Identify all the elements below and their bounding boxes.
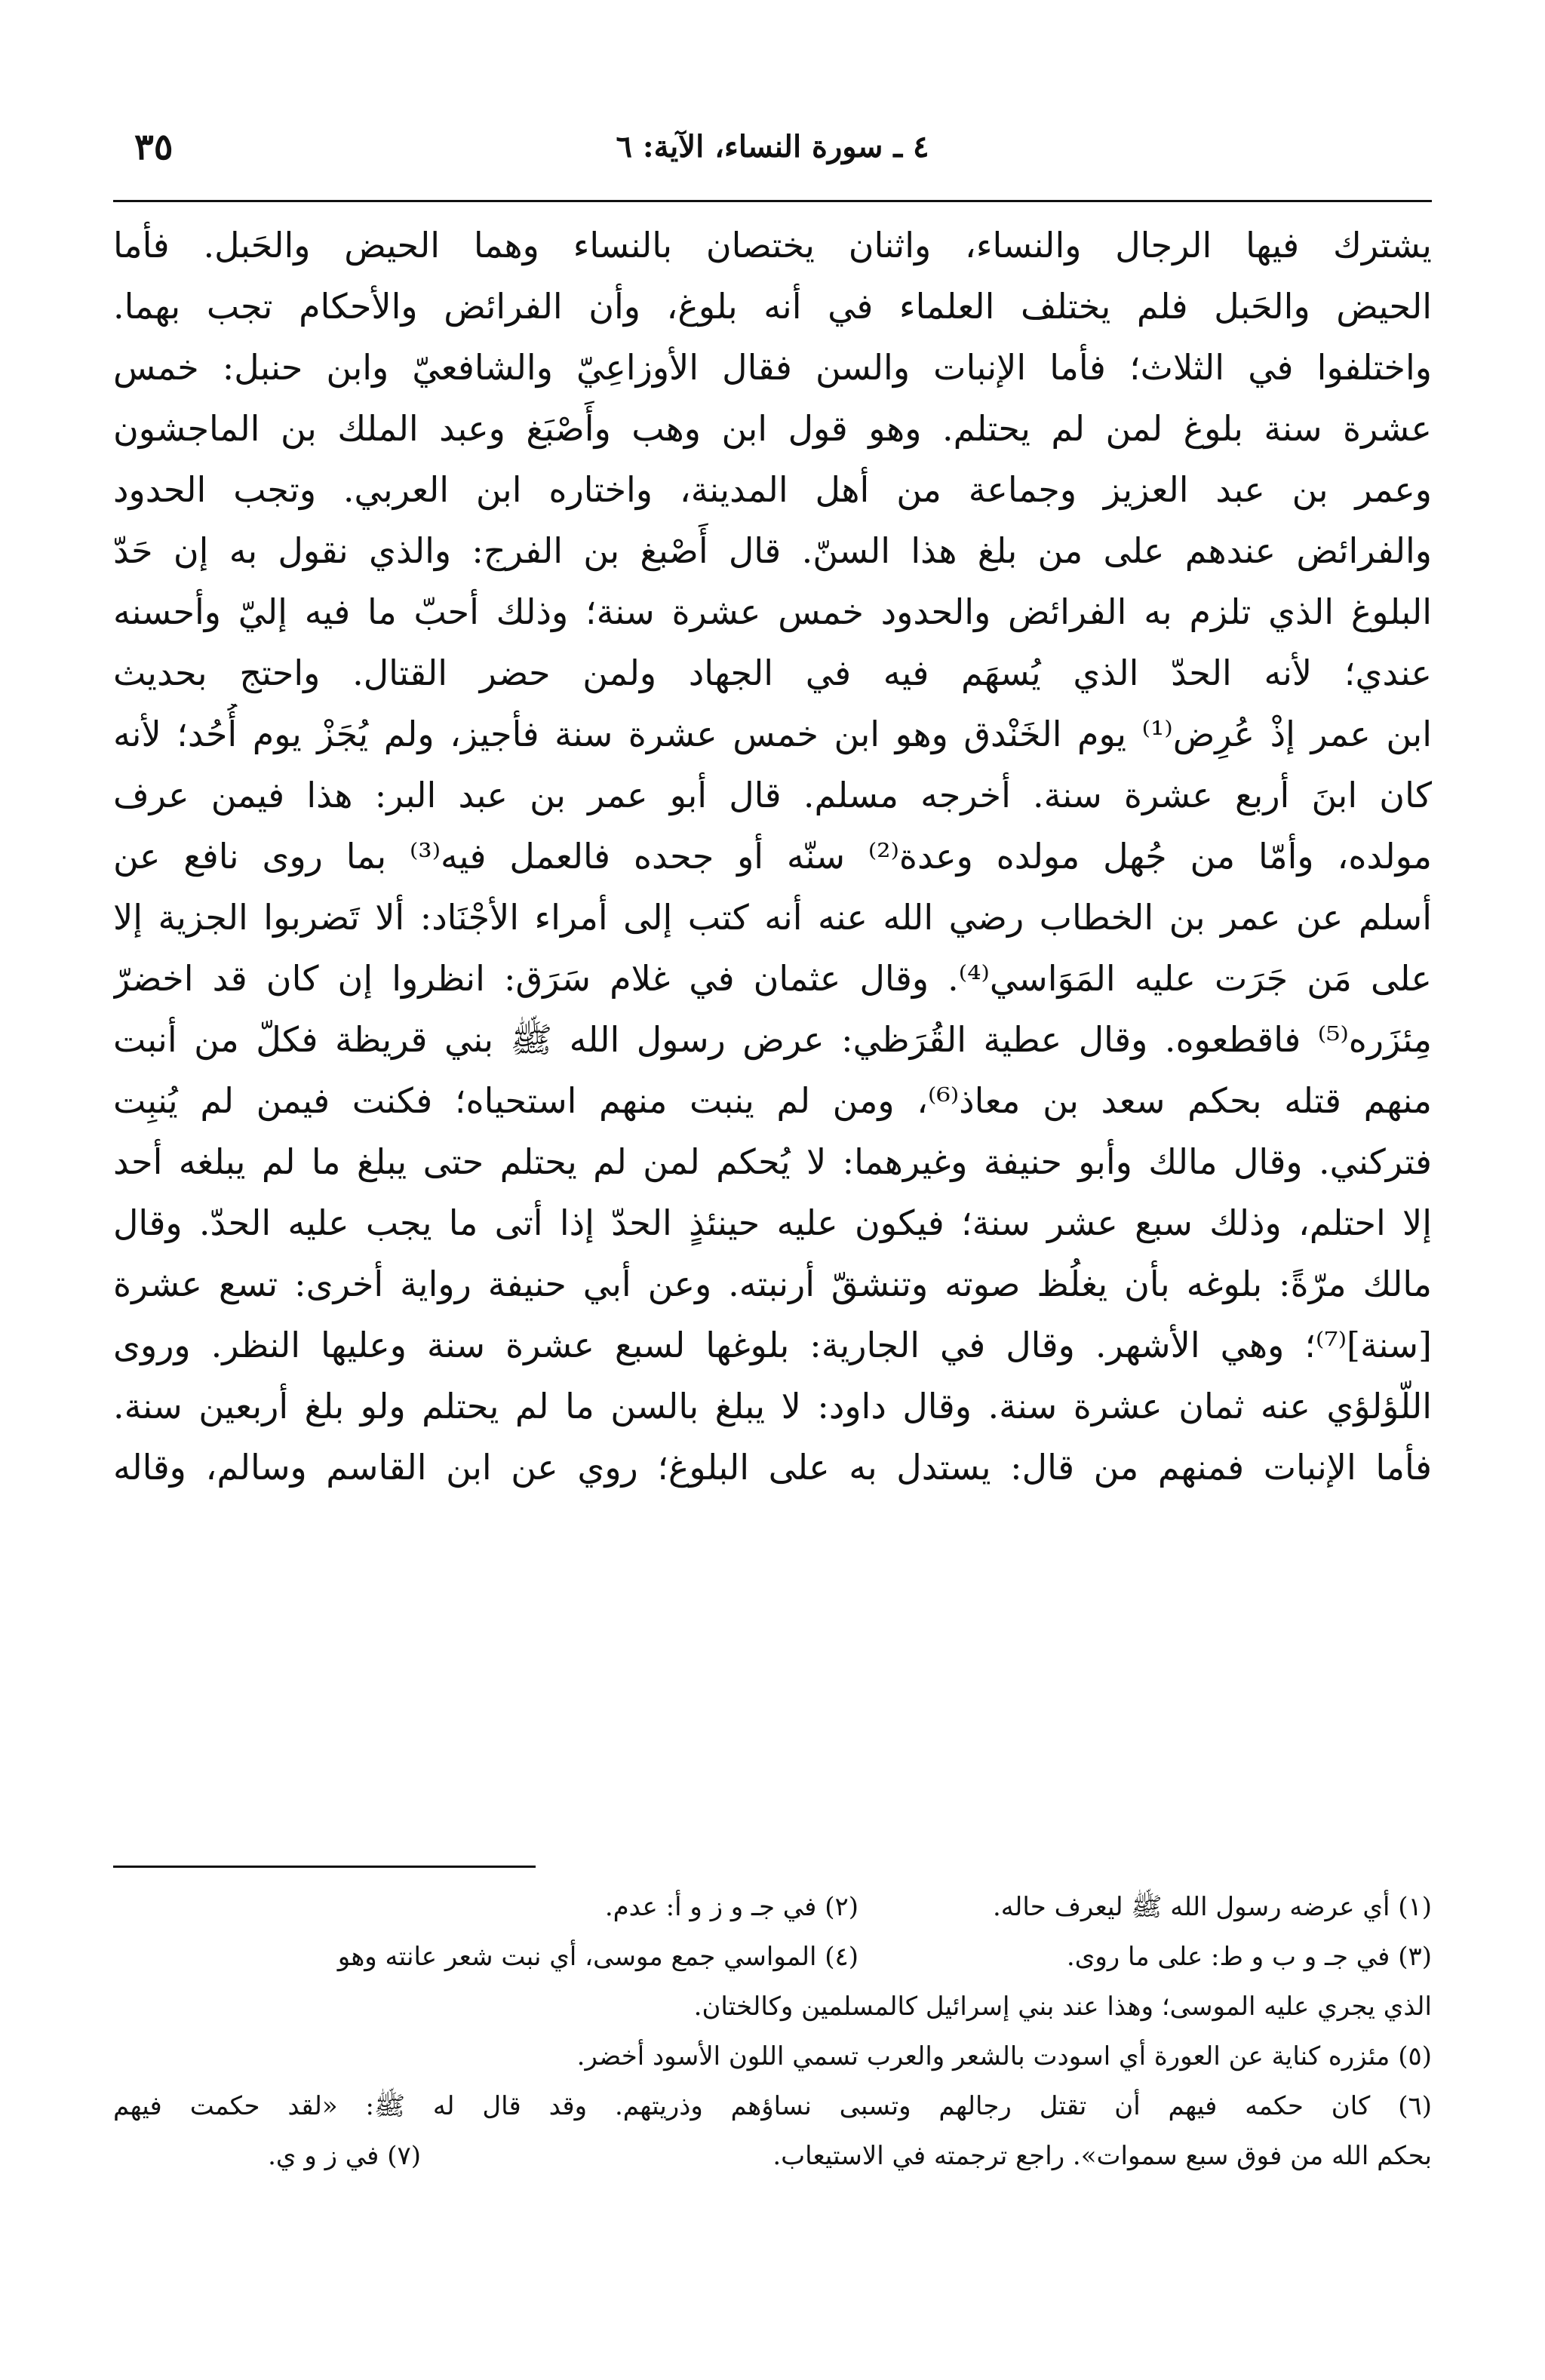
body-line: إلا احتلم، وذلك سبع عشر سنة؛ فيكون عليه حينئذٍ الحدّ إذا أتى ما يجب عليه الحدّ. وقال: [113, 1202, 1432, 1243]
body-line: على مَن جَرَت عليه المَوَاسي⁽⁴⁾. وقال عثمان في غلام سَرَق: انظروا إن كان قد اخضرّ: [113, 958, 1432, 999]
body-line: عندي؛ لأنه الحدّ الذي يُسهَم فيه في الجهاد ولمن حضر القتال. واحتج بحديث: [113, 653, 1432, 693]
body-line: والفرائض عندهم على من بلغ هذا السنّ. قال أَصْبغ بن الفرج: والذي نقول به إن حَدّ: [113, 530, 1432, 571]
footnote-row: [113, 1882, 1432, 1932]
body-line: يشترك فيها الرجال والنساء، واثنان يختصان بالنساء وهما الحيض والحَبل. فأما: [113, 225, 1432, 266]
body-line: منهم قتله بحكم سعد بن معاذ⁽⁶⁾، ومن لم ينبت منهم استحياه؛ فكنت فيمن لم يُنبِت: [113, 1080, 1432, 1121]
body-line: البلوغ الذي تلزم به الفرائض والحدود خمس عشرة سنة؛ وذلك أحبّ ما فيه إليّ وأحسنه: [113, 591, 1432, 632]
footnote-2: (٢) في جـ و ز و أ: عدم.: [604, 1892, 859, 1922]
footnote-4: (٤) المواسي جمع موسى، أي نبت شعر عانته وهو: [337, 1942, 859, 1972]
body-text: [113, 215, 1432, 1498]
body-line: الحيض والحَبل فلم يختلف العلماء في أنه بلوغ، وأن الفرائض والأحكام تجب بهما.: [113, 286, 1432, 327]
page-header: [113, 121, 1432, 174]
footnote-6-continued: بحكم الله من فوق سبع سموات». راجع ترجمته في الاستيعاب.: [772, 2141, 1432, 2171]
footnote-5: (٥) مئزره كناية عن العورة أي اسودت بالشعر والعرب تسمي اللون الأسود أخضر.: [576, 2041, 1432, 2071]
header-rule: [113, 200, 1432, 202]
body-line: [سنة]⁽⁷⁾؛ وهي الأشهر. وقال في الجارية: بلوغها لسبع عشرة سنة وعليها النظر. وروى: [113, 1325, 1432, 1365]
footnote-4-continued: الذي يجري عليه الموسى؛ وهذا عند بني إسرائيل كالمسلمين وكالختان.: [693, 1992, 1432, 2022]
footnote-3: (٣) في جـ و ب و ط: على ما روى.: [1066, 1942, 1432, 1972]
running-title: ٤ ـ سورة النساء، الآية: ٦: [616, 129, 929, 164]
body-line: واختلفوا في الثلاث؛ فأما الإنبات والسن فقال الأوزاعِيّ والشافعيّ وابن حنبل: خمس: [113, 347, 1432, 388]
body-line: اللّؤلؤي عنه ثمان عشرة سنة. وقال داود: لا يبلغ بالسن ما لم يحتلم ولو بلغ أربعين سنة.: [113, 1386, 1432, 1426]
footnote-7: (٧) في ز و ي.: [268, 2141, 421, 2171]
footnote-6: (٦) كان حكمه فيهم أن تقتل رجالهم وتسبى نساؤهم وذريتهم. وقد قال له ﷺ: «لقد حكمت فيهم: [113, 2091, 1432, 2121]
body-line: فأما الإنبات فمنهم من قال: يستدل به على البلوغ؛ روي عن ابن القاسم وسالم، وقاله: [113, 1447, 1432, 1488]
footnote-row: [113, 1932, 1432, 1982]
body-line: مِئزَره⁽⁵⁾ فاقطعوه. وقال عطية القُرَظي: عرض رسول الله ﷺ بني قريظة فكلّ من أنبت: [113, 1019, 1432, 1060]
body-line: كان ابنَ أربع عشرة سنة. أخرجه مسلم. قال أبو عمر بن عبد البر: هذا فيمن عرف: [113, 775, 1432, 815]
body-line: فتركني. وقال مالك وأبو حنيفة وغيرهما: لا يُحكم لمن لم يحتلم حتى يبلغ ما لم يبلغه أحد: [113, 1141, 1432, 1182]
body-line: وعمر بن عبد العزيز وجماعة من أهل المدينة، واختاره ابن العربي. وتجب الحدود: [113, 469, 1432, 510]
footnote-rule: [113, 1866, 536, 1868]
body-line: مولده، وأمّا من جُهل مولده وعدة⁽²⁾ سنّه أو جحده فالعمل فيه⁽³⁾ بما روى نافع عن: [113, 836, 1432, 877]
body-line: أسلم عن عمر بن الخطاب رضي الله عنه أنه كتب إلى أمراء الأجْنَاد: ألا تَضربوا الجزية إلا: [113, 897, 1432, 938]
body-line: ابن عمر إذْ عُرِض⁽¹⁾ يوم الخَنْدق وهو ابن خمس عشرة سنة فأجيز، ولم يُجَزْ يوم أُحُد؛ لأنه: [113, 714, 1432, 754]
footnotes: [113, 1882, 1432, 2181]
page-number: ٣٥: [134, 126, 174, 168]
footnote-row: [113, 2131, 1432, 2181]
body-line: مالك مرّةً: بلوغه بأن يغلُظ صوته وتنشقّ أرنبته. وعن أبي حنيفة رواية أخرى: تسع عشرة: [113, 1264, 1432, 1304]
body-line: عشرة سنة بلوغ لمن لم يحتلم. وهو قول ابن وهب وأَصْبَغ وعبد الملك بن الماجشون: [113, 408, 1432, 449]
footnote-1: (١) أي عرضه رسول الله ﷺ ليعرف حاله.: [993, 1892, 1432, 1922]
